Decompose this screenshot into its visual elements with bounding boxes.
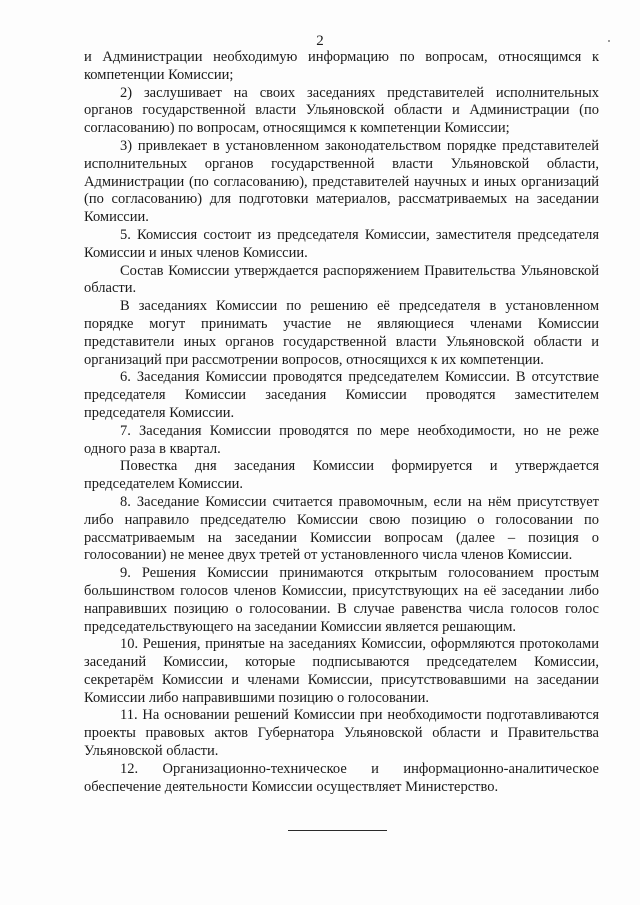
paragraph-clause-8: 8. Заседание Комиссии считается правомочным, если на нём присутствует либо направило председателю Комиссии свою позицию о голосовании по рассматриваемым на заседании Комиссии вопросам (далее – позиция о голосовании) не менее двух третей от установленного числа членов Комиссии.	[84, 493, 599, 564]
paragraph-participation: В заседаниях Комиссии по решению её председателя в установленном порядке могут принимать участие не являющиеся членами Комиссии представители иных органов государственной власти Ульяновской области и организаций при рассмотрении вопросов, относящихся к их компетенции.	[84, 298, 599, 368]
page-number: 2	[316, 33, 324, 49]
paragraph-clause-9: 9. Решения Комиссии принимаются открытым голосованием простым большинством голосов членов Комиссии, присутствующих на её заседании либо направивших позицию о голосовании. В случае равенства числа голосов голос председательствующего на заседании Комиссии является решающим.	[84, 565, 599, 635]
document-body	[84, 49, 599, 796]
paragraph-clause-12: 12. Организационно-техническое и информационно-аналитическое обеспечение деятельности Комиссии осуществляет Министерство.	[84, 760, 599, 795]
paragraph-item-3: 3) привлекает в установленном законодательством порядке представителей исполнительных органов государственной власти Ульяновской области, Администрации (по согласованию), представителей научных и иных организаций (по согласованию) для подготовки материалов, рассматриваемых на заседании Комиссии.	[84, 137, 599, 226]
paragraph-composition: Состав Комиссии утверждается распоряжением Правительства Ульяновской области.	[84, 262, 599, 297]
paragraph-clause-11: 11. На основании решений Комиссии при необходимости подготавливаются проекты правовых актов Губернатора Ульяновской области и Правительства Ульяновской области.	[84, 707, 599, 760]
paragraph-clause-6: 6. Заседания Комиссии проводятся председателем Комиссии. В отсутствие председателя Комиссии заседания Комиссии проводятся заместителем председателя Комиссии.	[84, 369, 599, 421]
paragraph-clause-10: 10. Решения, принятые на заседаниях Комиссии, оформляются протоколами заседаний Комиссии, которые подписываются председателем Комиссии, секретарём Комиссии и членами Комиссии, присутствовавшими на заседании Комиссии либо направившими позицию о голосовании.	[84, 636, 599, 706]
paragraph-item-2: 2) заслушивает на своих заседаниях представителей исполнительных органов государственной власти Ульяновской области и Администрации (по согласованию) по вопросам, относящимся к компетенции Комиссии;	[84, 84, 599, 137]
paragraph-continuation: и Администрации необходимую информацию по вопросам, относящимся к компетенции Комиссии;	[84, 49, 599, 83]
paragraph-clause-5: 5. Комиссия состоит из председателя Комиссии, заместителя председателя Комиссии и иных членов Комиссии.	[84, 226, 599, 261]
paragraph-clause-7: 7. Заседания Комиссии проводятся по мере необходимости, но не реже одного раза в квартал.	[84, 422, 599, 457]
paragraph-agenda: Повестка дня заседания Комиссии формируется и утверждается председателем Комиссии.	[84, 458, 599, 493]
closing-separator-line	[288, 830, 387, 831]
